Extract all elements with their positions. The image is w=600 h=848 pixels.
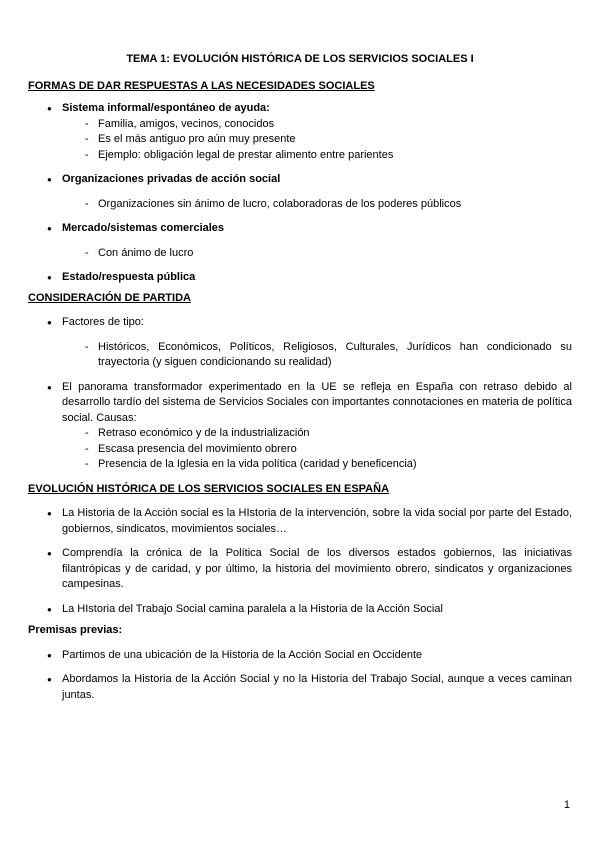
section-heading-formas: FORMAS DE DAR RESPUESTAS A LAS NECESIDADES SOCIALES: [28, 79, 375, 92]
page-title: TEMA 1: EVOLUCIÓN HISTÓRICA DE LOS SERVICIOS SOCIALES I: [126, 53, 474, 65]
bullet-list-evolucion: [28, 506, 572, 617]
dash-item: - Organizaciones sin ánimo de lucro, colaboradoras de los poderes públicos: [62, 197, 572, 213]
section-heading-consideracion: CONSIDERACIÓN DE PARTIDA: [28, 291, 191, 304]
dash-item: - Ejemplo: obligación legal de prestar alimento entre parientes: [62, 148, 572, 164]
dash-list: [62, 426, 572, 473]
list-item: [28, 221, 572, 261]
list-item: ● La HIstoria del Trabajo Social camina paralela a la Historia de la Acción Social: [28, 602, 572, 618]
dash-item: - Con ánimo de lucro: [62, 246, 572, 262]
dash-item: - Escasa presencia del movimiento obrero: [62, 442, 572, 458]
dash-list: [62, 246, 572, 262]
list-item: ● Comprendía la crónica de la Política Social de los diversos estados gobiernos, las iniciativas filantrópicas y de caridad, y por último, la historia del movimiento obrero, sindicatos y organizaciones campesinas.: [28, 546, 572, 593]
list-item: ● Partimos de una ubicación de la Historia de la Acción Social en Occidente: [28, 648, 572, 664]
list-item: [28, 315, 572, 371]
list-item: ● Abordamos la Historia de la Acción Social y no la Historia del Trabajo Social, aunque a veces caminan juntas.: [28, 672, 572, 703]
list-item: [28, 172, 572, 212]
bullet-list-premisas: [28, 648, 572, 704]
bullet-text: Organizaciones privadas de acción social: [62, 173, 281, 185]
dash-item: - Es el más antiguo pro aún muy presente: [62, 132, 572, 148]
bullet-text: Factores de tipo:: [62, 316, 144, 328]
section-heading-evolucion: EVOLUCIÓN HISTÓRICA DE LOS SERVICIOS SOCIALES EN ESPAÑA: [28, 482, 390, 495]
bullet-list-consideracion: [28, 315, 572, 473]
dash-item: - Retraso económico y de la industrialización: [62, 426, 572, 442]
bullet-text: Estado/respuesta pública: [62, 271, 196, 283]
dash-list: [62, 340, 572, 371]
dash-list: [62, 197, 572, 213]
dash-item: - Históricos, Económicos, Políticos, Religiosos, Culturales, Jurídicos han condicionado su trayectoria (y siguen condicionando su realidad): [62, 340, 572, 371]
bullet-list-formas: [28, 101, 572, 286]
list-item: ● La Historia de la Acción social es la HIstoria de la intervención, sobre la vida social por parte del Estado, gobiernos, sindicatos, movimientos sociales…: [28, 506, 572, 537]
bullet-text: Mercado/sistemas comerciales: [62, 222, 225, 234]
page-number: 1: [563, 799, 570, 811]
list-item: [28, 101, 572, 163]
dash-list: [62, 117, 572, 164]
document-page: [28, 0, 572, 703]
dash-item: - Familia, amigos, vecinos, conocidos: [62, 117, 572, 133]
bullet-text: ● El panorama transformador experimentado en la UE se refleja en España con retraso debido al desarrollo tardío del sistema de Servicios Sociales con importantes connotaciones en materia de política social. Causas:: [62, 380, 572, 424]
bullet-text: Sistema informal/espontáneo de ayuda:: [62, 102, 270, 114]
dash-item: - Presencia de la Iglesia en la vida política (caridad y beneficencia): [62, 457, 572, 473]
list-item: [28, 270, 572, 286]
section-heading-premisas: Premisas previas:: [28, 624, 123, 636]
list-item: [28, 380, 572, 473]
